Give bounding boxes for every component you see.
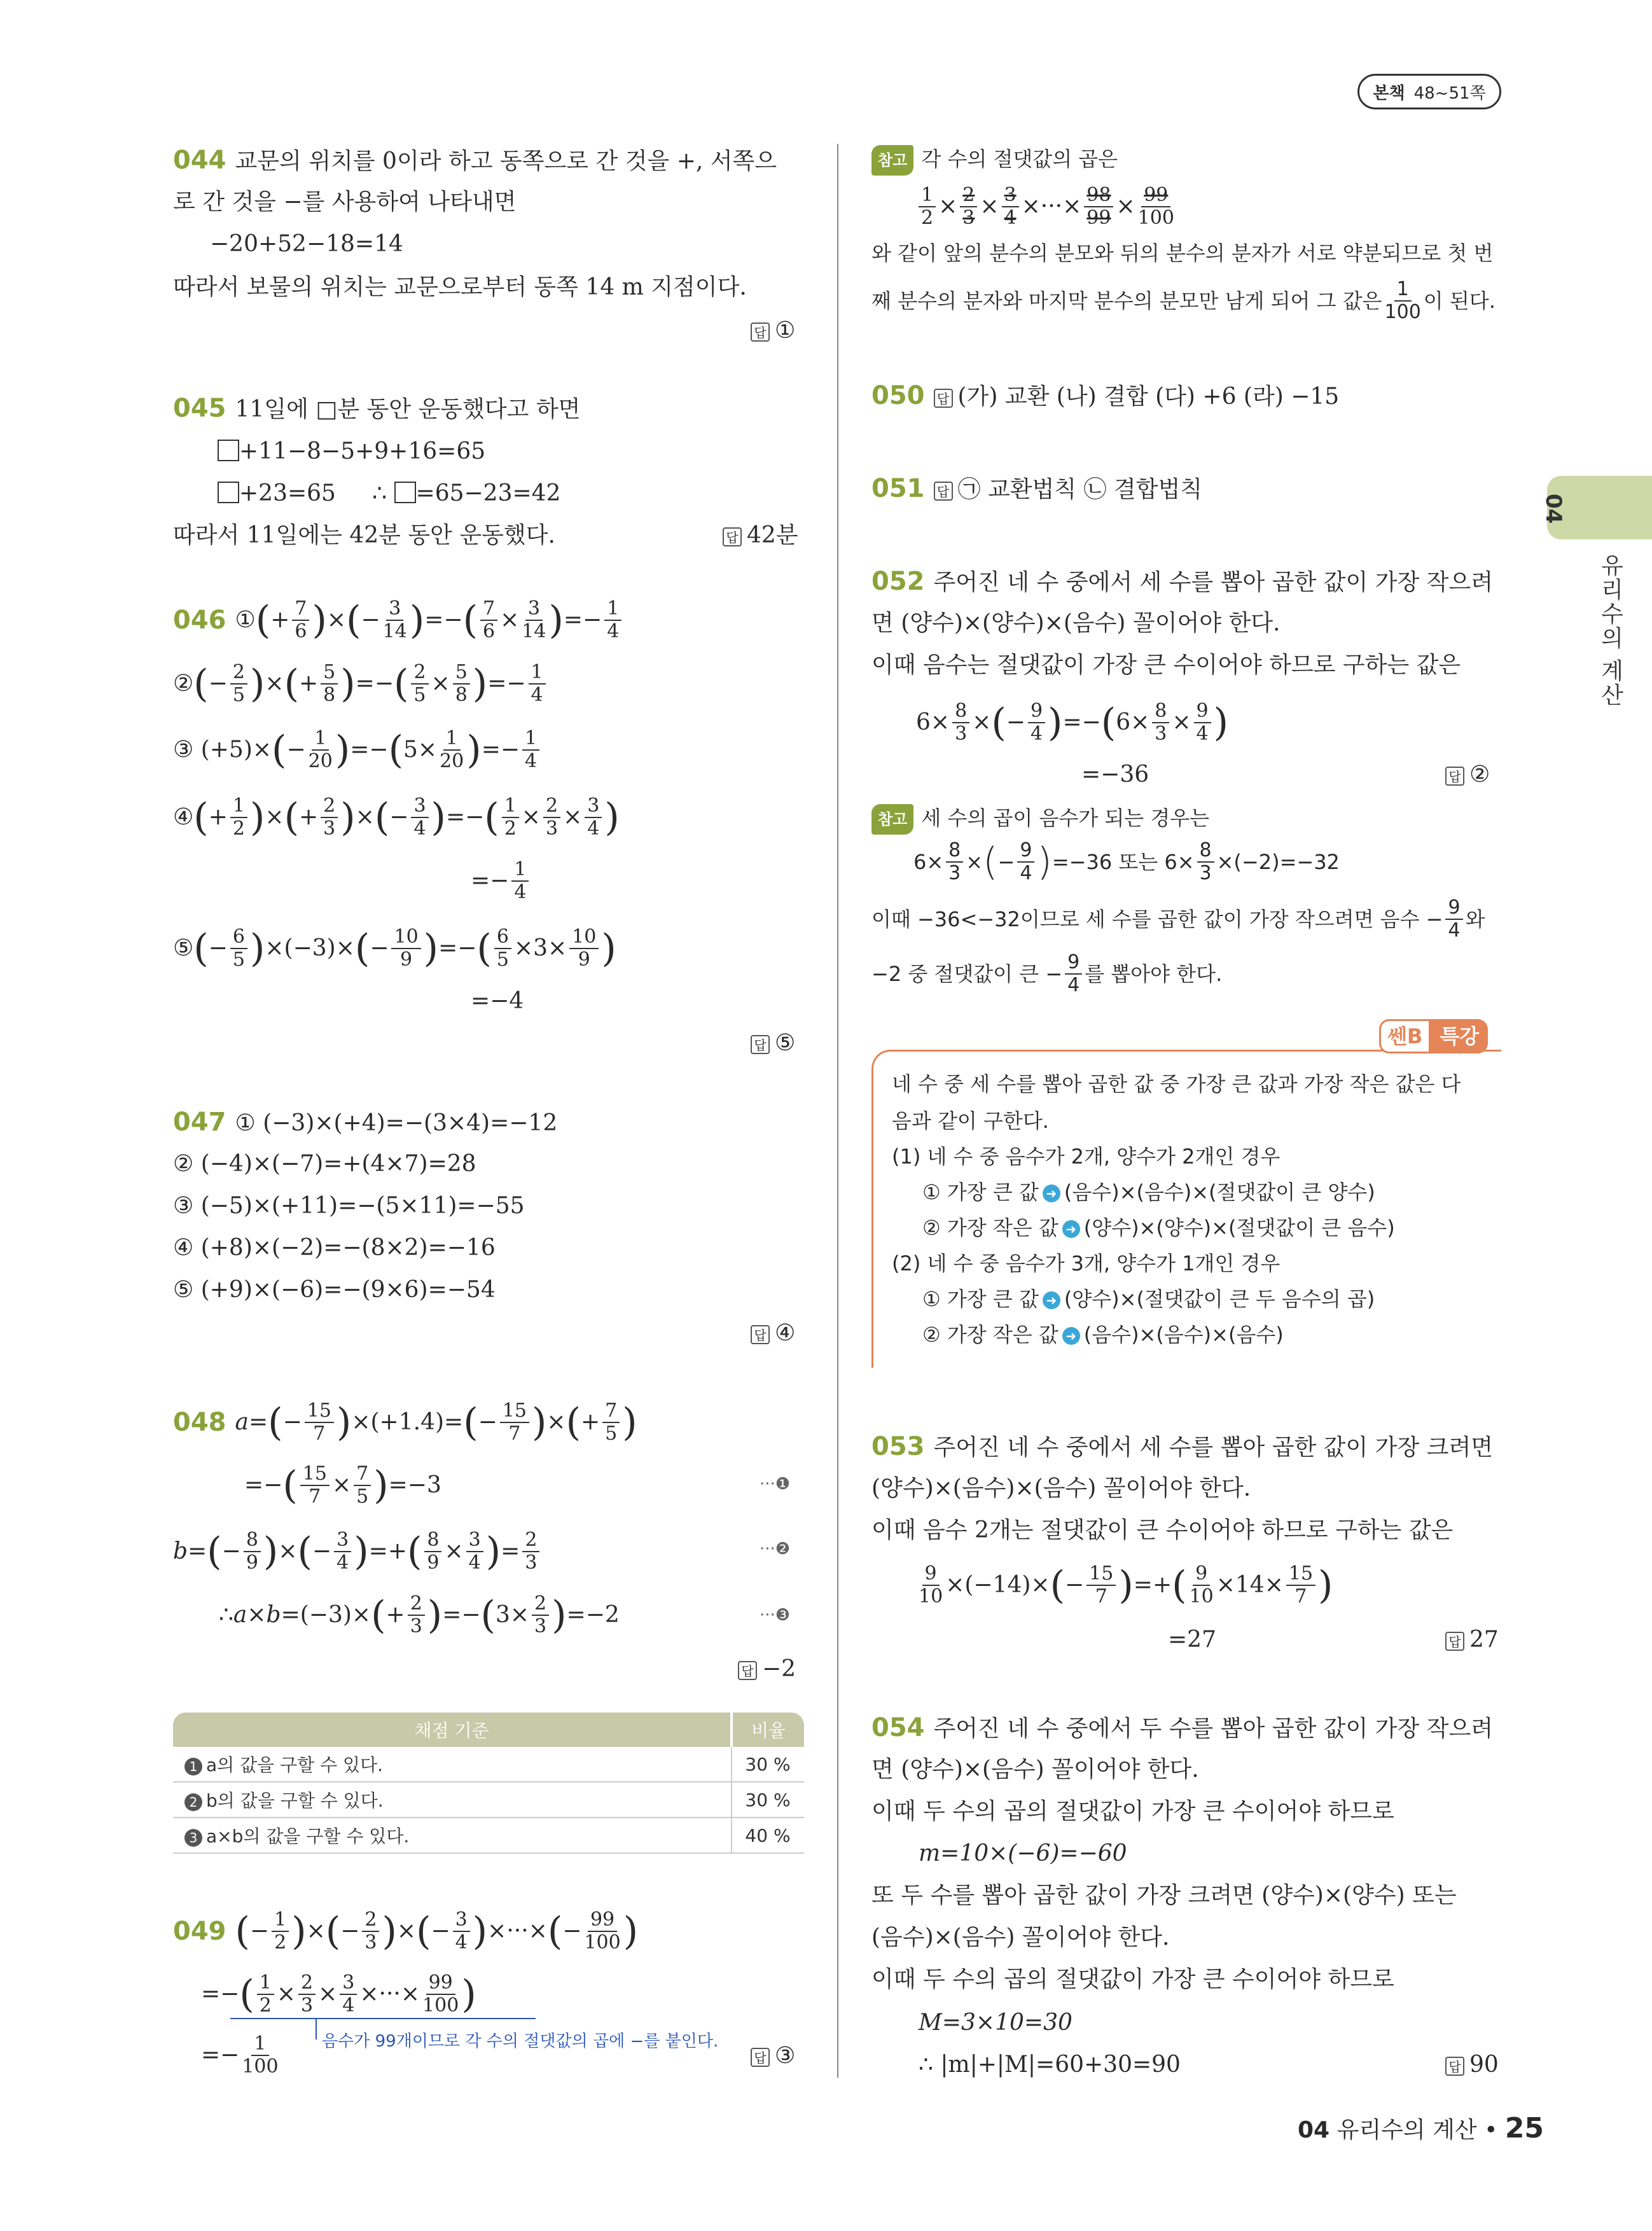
problem-048-line3: b = ( − 8 9 ) × ( − 3 4 ) =+ ( 8 9 × 3 4 ) = 2 3 <box>173 1529 542 1574</box>
reference-note-2-line1: 참고 세 수의 곱이 음수가 되는 경우는 <box>871 804 1209 835</box>
chapter-tab-number: 04 <box>1541 494 1566 524</box>
problem-045-line1: 045 11일에 □분 동안 운동했다고 하면 <box>173 394 581 423</box>
problem-046-item4: ④ ( + 1 2 ) × ( + 2 3 ) × ( − 3 4 ) =− ( 1 2 × 2 3 × 3 4 ) <box>173 795 620 840</box>
book-page-reference <box>1357 74 1501 109</box>
problem-049-answer: 답 ③ <box>751 2042 795 2070</box>
problem-052-line2: 면 (양수)×(양수)×(음수) 꼴이어야 한다. <box>871 610 1281 636</box>
problem-047-line2: ② (−4)×(−7)=+(4×7)=28 <box>173 1151 476 1177</box>
footer-chapter: 04 <box>1298 2117 1330 2143</box>
answer-icon: 답 <box>751 323 770 342</box>
problem-054-line5: 또 두 수를 뽑아 곱한 값이 가장 크려면 (양수)×(양수) 또는 <box>871 1882 1457 1908</box>
problem-046-item5: ⑤ ( − 6 5 ) ×(−3)× ( − 10 9 ) =− ( 6 5 ×3× 10 9 ) <box>173 926 616 971</box>
table-row: 3 a×b의 값을 구할 수 있다. 40 % <box>173 1817 804 1853</box>
reference-note-2-line3: 이때 −36<−32이므로 세 수를 곱한 값이 가장 작으려면 음수 − $\frac{9}{4}$ 와 <box>871 896 1485 942</box>
problem-054-line3: 이때 두 수의 곱의 절댓값이 가장 큰 수이어야 하므로 <box>871 1798 1394 1824</box>
reference-note-2-line4: −2 중 절댓값이 큰 − $\frac{9}{4}$ 를 뽑아야 한다. <box>871 951 1223 996</box>
problem-054-line7: 이때 두 수의 곱의 절댓값이 가장 큰 수이어야 하므로 <box>871 1966 1394 1992</box>
problem-053-line1: 053 주어진 네 수 중에서 세 수를 뽑아 곱한 값이 가장 크려면 <box>871 1432 1494 1461</box>
problem-051: 051 답 ㉠ 교환법칙 ㉡ 결합법칙 <box>871 474 1203 503</box>
problem-044-line2: 로 간 것을 −를 사용하여 나타내면 <box>173 189 517 215</box>
arrow-right-icon: ➜ <box>1043 1291 1060 1309</box>
arrow-right-icon: ➜ <box>1062 1220 1080 1238</box>
problem-046-item4-result: =− 1 4 <box>471 859 531 903</box>
problem-049-line2: =− ( 1 2 × 2 3 × 3 4 ×···× 99 100 ) <box>201 1971 476 2017</box>
problem-044-equation: −20+52−18=14 <box>210 231 403 257</box>
problem-050: 050 답 (가) 교환 (나) 결합 (다) +6 (라) −15 <box>871 381 1340 410</box>
problem-052-formula: 6× 8 3 × ( − 9 4 ) =− ( 6× 8 3 × 9 4 ) <box>916 700 1229 745</box>
problem-048-line1: 048 a = ( − 15 7 ) ×(+1.4)= ( − 15 7 ) × ( + 7 5 ) <box>173 1400 637 1445</box>
col-ratio: 비율 <box>732 1713 804 1747</box>
problem-044-conclusion: 따라서 보물의 위치는 교문으로부터 동쪽 14 m 지점이다. <box>173 274 747 300</box>
problem-046-item5-result: =−4 <box>471 988 524 1014</box>
problem-049-note: 음수가 99개이므로 각 수의 절댓값의 곱에 −를 붙인다. <box>322 2032 719 2051</box>
problem-047-line3: ③ (−5)×(+11)=−(5×11)=−55 <box>173 1193 525 1219</box>
special-line4: ① 가장 큰 값 ➜ (음수)×(음수)×(절댓값이 큰 양수) <box>922 1180 1375 1204</box>
special-line1: 네 수 중 세 수를 뽑아 곱한 값 중 가장 큰 값과 가장 작은 값은 다 <box>892 1072 1461 1096</box>
book-label: 본책 <box>1373 83 1405 103</box>
blank-box <box>394 482 416 503</box>
special-lecture-tag: 쎈B 특강 <box>1379 1019 1488 1053</box>
special-line7: ① 가장 큰 값 ➜ (양수)×(절댓값이 큰 두 음수의 곱) <box>922 1287 1375 1311</box>
reference-badge: 참고 <box>871 145 913 176</box>
problem-044-answer: 답 ① <box>751 317 795 345</box>
problem-054-answer: 답 90 <box>1445 2051 1499 2079</box>
col-criteria: 채점 기준 <box>173 1713 732 1747</box>
reference-note-1-line1: 참고 각 수의 절댓값의 곱은 <box>871 145 1118 176</box>
problem-052-line3: 이때 음수는 절댓값이 가장 큰 수이어야 하므로 구하는 값은 <box>871 652 1461 678</box>
special-line3: (1) 네 수 중 음수가 2개, 양수가 2개인 경우 <box>892 1144 1281 1169</box>
special-line5: ② 가장 작은 값 ➜ (양수)×(양수)×(절댓값이 큰 음수) <box>922 1216 1395 1240</box>
problem-053-formula: 9 10 ×(−14)× ( − 15 7 ) =+ ( 9 10 ×14× 15 7 ) <box>919 1562 1333 1608</box>
table-row: 2 b의 값을 구할 수 있다. 30 % <box>173 1782 804 1817</box>
scoring-table <box>173 1713 804 1854</box>
problem-045-line2: +11−8−5+9+16=65 <box>218 438 485 466</box>
problem-054-line9: ∴ |m|+|M|=60+30=90 <box>919 2052 1181 2078</box>
arrow-right-icon: ➜ <box>1043 1185 1060 1202</box>
problem-052-result: =−36 <box>1081 761 1149 788</box>
problem-047-answer: 답 ④ <box>751 1319 795 1347</box>
problem-046-answer: 답 ⑤ <box>751 1029 795 1057</box>
problem-054-line6: (음수)×(음수) 꼴이어야 한다. <box>871 1924 1170 1950</box>
underline <box>230 2018 536 2019</box>
reference-note-1-line4: 째 분수의 분자와 마지막 분수의 분모만 남게 되어 그 값은 1 100 이 된다. <box>871 278 1496 323</box>
problem-049-line1: 049 ( − 1 2 ) × ( − 2 3 ) × ( − 3 4 ) ×···× ( − 99 100 ) <box>173 1908 639 1954</box>
book-pages: 48~51쪽 <box>1413 83 1486 103</box>
step-marker-1: ···❶ <box>760 1475 791 1494</box>
blank-box <box>218 482 239 503</box>
problem-052-line1: 052 주어진 네 수 중에서 세 수를 뽑아 곱한 값이 가장 작으려 <box>871 567 1494 596</box>
special-lecture-box <box>871 1050 1501 1368</box>
problem-053-line2: (양수)×(음수)×(음수) 꼴이어야 한다. <box>871 1475 1251 1501</box>
problem-045-conclusion: 따라서 11일에는 42분 동안 운동했다. <box>173 522 555 548</box>
problem-046-item1: 046 ① ( + 7 6 ) × ( − 3 14 ) =− ( 7 6 × 3 14 ) =− 1 4 <box>173 598 624 643</box>
problem-054-line1: 054 주어진 네 수 중에서 두 수를 뽑아 곱한 값이 가장 작으려 <box>871 1713 1494 1742</box>
reference-note-1-line3: 와 같이 앞의 분수의 분모와 뒤의 분수의 분자가 서로 약분되므로 첫 번 <box>871 241 1494 265</box>
problem-045-answer: 답 42분 <box>723 522 798 550</box>
problem-054-line4: m=10×(−6)=−60 <box>919 1840 1127 1866</box>
footer-title: 유리수의 계산 <box>1336 2117 1477 2143</box>
page-number: 25 <box>1504 2112 1544 2144</box>
page-footer <box>1298 2112 1544 2144</box>
reference-note-2-formula: 6× 8 3 × ( − 9 4 ) =−36 또는 6× 8 3 ×(−2)=−32 <box>913 839 1340 884</box>
problem-053-line3: 이때 음수 2개는 절댓값이 큰 수이어야 하므로 구하는 값은 <box>871 1517 1454 1543</box>
problem-047-line4: ④ (+8)×(−2)=−(8×2)=−16 <box>173 1235 496 1261</box>
problem-045-line3: +23=65 ∴ =65−23=42 <box>218 480 560 508</box>
reference-note-1-formula: 1 2 × 2 3 × 3 4 ×···× 98 99 × 99 100 <box>916 184 1177 229</box>
problem-048-answer: 답 −2 <box>738 1655 796 1683</box>
problem-048-line4: ∴ a × b =(−3)× ( + 2 3 ) =− ( 3× 2 3 ) =−2 <box>219 1592 620 1637</box>
problem-047-line5: ⑤ (+9)×(−6)=−(9×6)=−54 <box>173 1277 496 1303</box>
table-row: 1 a의 값을 구할 수 있다. 30 % <box>173 1747 804 1782</box>
special-line2: 음과 같이 구한다. <box>892 1109 1049 1133</box>
problem-053-result: =27 <box>1168 1627 1216 1653</box>
problem-054-line2: 면 (양수)×(음수) 꼴이어야 한다. <box>871 1756 1199 1783</box>
problem-048-line2: =− ( 15 7 × 7 5 ) =−3 <box>244 1463 441 1508</box>
step-marker-2: ···❷ <box>760 1539 791 1559</box>
problem-046-item3: ③ (+5)× ( − 1 20 ) =− ( 5× 1 20 ) =− 1 4 <box>173 728 542 772</box>
note-connector <box>316 2018 317 2040</box>
column-divider <box>837 144 838 2078</box>
arrow-right-icon: ➜ <box>1062 1327 1080 1345</box>
blank-box <box>218 440 239 461</box>
special-line6: (2) 네 수 중 음수가 3개, 양수가 1개인 경우 <box>892 1251 1281 1275</box>
problem-046-item2: ② ( − 2 5 ) × ( + 5 8 ) =− ( 2 5 × 5 8 ) =− 1 4 <box>173 662 548 706</box>
special-line8: ② 가장 작은 값 ➜ (음수)×(음수)×(음수) <box>922 1323 1284 1347</box>
problem-052-answer: 답 ② <box>1445 761 1490 789</box>
problem-054-line8: M=3×10=30 <box>919 2010 1072 2036</box>
problem-053-answer: 답 27 <box>1445 1626 1499 1654</box>
footer-separator: • <box>1484 2117 1498 2143</box>
step-marker-3: ···❸ <box>760 1606 791 1625</box>
problem-049-result: =− 1 100 <box>201 2033 279 2078</box>
chapter-tab-title: 유리수의 계산 <box>1597 553 1623 707</box>
problem-047-line1: 047 ① (−3)×(+4)=−(3×4)=−12 <box>173 1108 558 1137</box>
problem-044-line1: 044 교문의 위치를 0이라 하고 동쪽으로 간 것을 +, 서쪽으 <box>173 146 777 175</box>
